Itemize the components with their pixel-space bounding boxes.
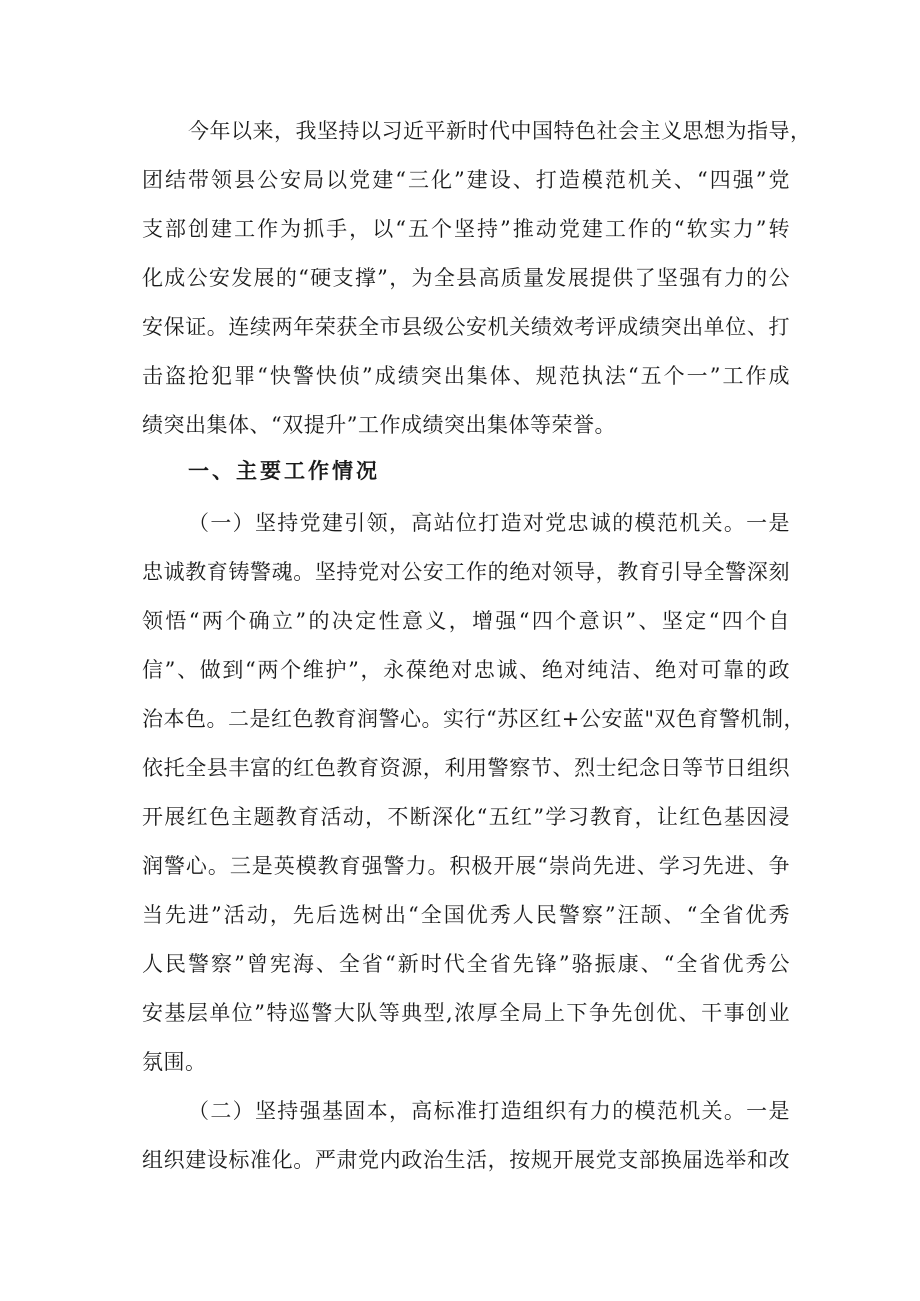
part1-line-7: 开展红色主题教育活动，不断深化“五红”学习教育，让红色基因浸 bbox=[142, 805, 790, 829]
intro-line-3: 支部创建工作为抓手，以“五个坚持”推动党建工作的“软实力”转 bbox=[142, 217, 790, 241]
part1-line-2: 忠诚教育铸警魂。坚持党对公安工作的绝对领导，教育引导全警深刻 bbox=[142, 560, 790, 584]
part1-line-5: 治本色。二是红色教育润警心。实行“苏区红+公安蓝"双色育警机制， bbox=[142, 707, 805, 731]
intro-line-4: 化成公安发展的“硬支撑”，为全县高质量发展提供了坚强有力的公 bbox=[142, 266, 790, 290]
part1-line-12: 氛围。 bbox=[142, 1050, 207, 1074]
part2-line-2: 组织建设标准化。严肃党内政治生活，按规开展党支部换届选举和改 bbox=[142, 1148, 790, 1172]
intro-line-2: 团结带领县公安局以党建“三化”建设、打造模范机关、“四强”党 bbox=[142, 168, 790, 192]
intro-line-7: 绩突出集体、“双提升”工作成绩突出集体等荣誉。 bbox=[142, 413, 616, 437]
part1-line-11: 安基层单位”特巡警大队等典型,浓厚全局上下争先创优、干事创业 bbox=[142, 1001, 790, 1025]
part1-line-1: （一）坚持党建引领，高站位打造对党忠诚的模范机关。一是 bbox=[188, 511, 790, 535]
intro-line-1: 今年以来，我坚持以习近平新时代中国特色社会主义思想为指导， bbox=[188, 119, 812, 143]
part1-line-3: 领悟“两个确立”的决定性意义，增强“四个意识”、坚定“四个自 bbox=[142, 609, 790, 633]
part2-line-1: （二）坚持强基固本，高标准打造组织有力的模范机关。一是 bbox=[188, 1099, 790, 1123]
part1-line-10: 人民警察”曾宪海、全省“新时代全省先锋”骆振康、“全省优秀公 bbox=[142, 952, 790, 976]
section-heading: 一、主要工作情况 bbox=[188, 459, 380, 483]
part1-line-9: 当先进”活动，先后选树出“全国优秀人民警察”汪颉、“全省优秀 bbox=[142, 903, 790, 927]
intro-line-6: 击盗抢犯罪“快警快侦”成绩突出集体、规范执法“五个一”工作成 bbox=[142, 364, 790, 388]
part1-line-6: 依托全县丰富的红色教育资源，利用警察节、烈士纪念日等节日组织 bbox=[142, 756, 790, 780]
intro-line-5: 安保证。连续两年荣获全市县级公安机关绩效考评成绩突出单位、打 bbox=[142, 315, 790, 339]
part1-line-8: 润警心。三是英模教育强警力。积极开展“崇尚先进、学习先进、争 bbox=[142, 854, 790, 878]
part1-line-4: 信”、做到“两个维护”，永葆绝对忠诚、绝对纯洁、绝对可靠的政 bbox=[142, 658, 790, 682]
